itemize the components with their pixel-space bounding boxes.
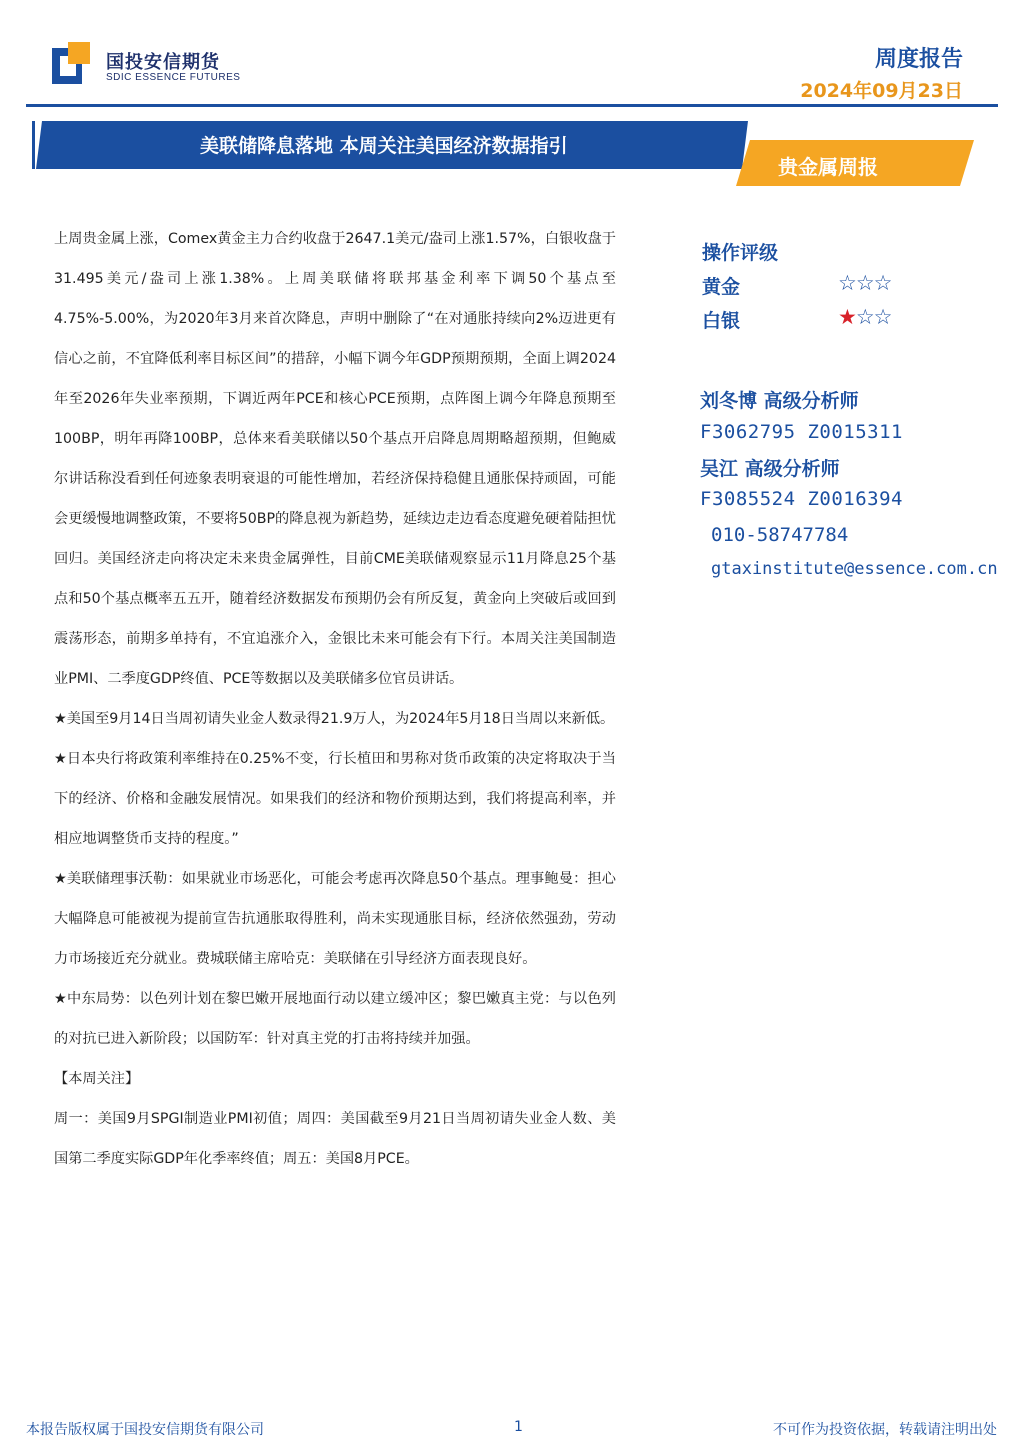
star-outline-icon: ☆ [873,271,892,295]
rating-row-silver [702,306,912,332]
body-paragraph: ★中东局势：以色列计划在黎巴嫩开展地面行动以建立缓冲区；黎巴嫩真主党：与以色列的对抗已进入新阶段；以国防军：针对真主党的打击将持续并加强。 [54,991,616,1047]
star-rating-icon [838,271,891,295]
analyst-license: F3062795 Z0015311 [700,421,903,443]
logo-text-cn: 国投安信期货 [106,52,220,73]
rating-label: 黄金 [702,276,741,298]
contact-phone: 010-58747784 [711,524,849,546]
rating-title: 操作评级 [702,242,779,264]
banner-edge [32,121,35,169]
report-body [54,219,616,1179]
footer-copyright: 本报告版权属于国投安信期货有限公司 [26,1422,264,1438]
star-rating-icon [838,305,891,329]
rating-label: 白银 [702,310,741,332]
body-paragraph: ★美联储理事沃勒：如果就业市场恶化，可能会考虑再次降息50个基点。理事鲍曼：担心大幅降息可能被视为提前宣告抗通胀取得胜利，尚未实现通胀目标，经济依然强劲，劳动力市场接近充分就业。费城联储主席哈克：美联储在引导经济方面表现良好。 [54,871,616,967]
report-category: 贵金属周报 [778,155,878,179]
body-paragraph: 上周贵金属上涨，Comex黄金主力合约收盘于2647.1美元/盎司上涨1.57%，白银收盘于31.495美元/盎司上涨1.38%。上周美联储将联邦基金利率下调50个基点至4.75%-5.00%，为2020年3月来首次降息，声明中删除了“在对通胀持续向2%迈进更有信心之前，不宜降低利率目标区间”的措辞，小幅下调今年GDP预期预期，全面上调2024年至2026年失业率预期，下调近两年PCE和核心PCE预期，点阵图上调今年降息预期至100BP，明年再降100BP，总体来看美联储以50个基点开启降息周期略超预期，但鲍威尔讲话称没看到任何迹象表明衰退的可能性增加，若经济保持稳健且通胀保持顽固，可能会更缓慢地调整政策，不要将50BP的降息视为新趋势，延续边走边看态度避免硬着陆担忧回归。美国经济走向将决定未来贵金属弹性，目前CME美联储观察显示11月降息25个基点和50个基点概率五五开，随着经济数据发布预期仍会有所反复，黄金向上突破后或回到震荡形态，前期多单持有，不宜追涨介入，金银比未来可能会有下行。本周关注美国制造业PMI、二季度GDP终值、PCE等数据以及美联储多位官员讲话。 [54,231,616,687]
footer-disclaimer: 不可作为投资依据，转载请注明出处 [773,1422,997,1438]
logo-text-en: SDIC ESSENCE FUTURES [106,72,241,83]
body-paragraph: ★美国至9月14日当周初请失业金人数录得21.9万人，为2024年5月18日当周以来新低。 [54,711,615,727]
star-outline-icon: ☆ [855,271,874,295]
analyst-license: F3085524 Z0016394 [700,488,903,510]
star-filled-icon: ★ [838,305,856,329]
logo-icon [52,42,98,84]
star-outline-icon: ☆ [838,271,856,295]
company-logo [52,42,241,88]
star-outline-icon: ☆ [873,305,892,329]
star-outline-icon: ☆ [855,305,874,329]
analyst-name: 吴江 高级分析师 [700,458,840,480]
report-type: 周度报告 [874,47,963,72]
analyst-name: 刘冬博 高级分析师 [700,390,859,412]
body-paragraph: 【本周关注】 [54,1071,140,1087]
body-paragraph: 周一：美国9月SPGI制造业PMI初值；周四：美国截至9月21日当周初请失业金人数、美国第二季度实际GDP年化季率终值；周五：美国8月PCE。 [54,1111,616,1167]
contact-email[interactable]: gtaxinstitute@essence.com.cn [711,559,998,579]
page-number: 1 [514,1419,523,1435]
body-paragraph: ★日本央行将政策利率维持在0.25%不变，行长植田和男称对货币政策的决定将取决于当下的经济、价格和金融发展情况。如果我们的经济和物价预期达到，我们将提高利率，并相应地调整货币支持的程度。” [54,751,616,847]
header-divider [26,104,998,107]
rating-row-gold [702,272,912,298]
report-date: 2024年09月23日 [800,80,963,102]
report-title: 美联储降息落地 本周关注美国经济数据指引 [200,135,568,157]
